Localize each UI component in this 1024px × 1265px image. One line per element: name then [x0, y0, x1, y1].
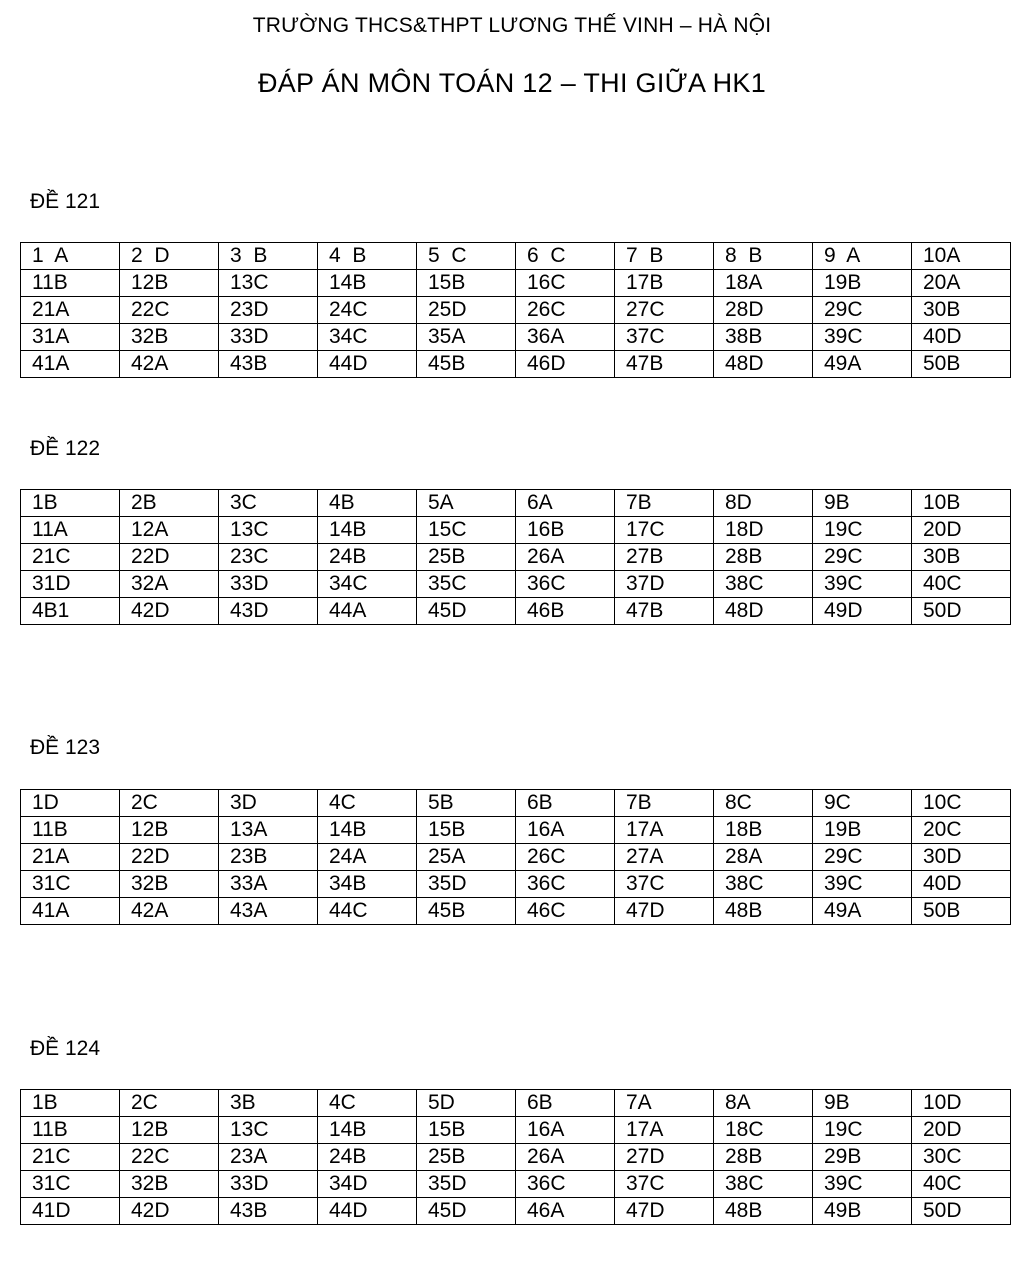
- answer-cell: 3C: [219, 490, 318, 517]
- answer-cell: 31A: [21, 324, 120, 351]
- answer-cell: 39C: [813, 1171, 912, 1198]
- answer-cell: 47D: [615, 1198, 714, 1225]
- answer-cell: 12B: [120, 270, 219, 297]
- answer-cell: 1B: [21, 490, 120, 517]
- answer-cell: 26C: [516, 297, 615, 324]
- answer-cell: 12B: [120, 1117, 219, 1144]
- answer-cell: 31C: [21, 1171, 120, 1198]
- table-row: [21, 324, 1011, 351]
- answer-cell: 3D: [219, 790, 318, 817]
- answer-cell: 8A: [714, 1090, 813, 1117]
- answer-cell: 29B: [813, 1144, 912, 1171]
- answer-cell: 42A: [120, 898, 219, 925]
- answer-cell: 10C: [912, 790, 1011, 817]
- answer-cell: 24B: [318, 544, 417, 571]
- answer-cell: 20D: [912, 517, 1011, 544]
- answer-cell: 35A: [417, 324, 516, 351]
- table-row: [21, 817, 1011, 844]
- answer-cell: 15B: [417, 1117, 516, 1144]
- answer-cell: 26A: [516, 1144, 615, 1171]
- answer-cell: 29C: [813, 844, 912, 871]
- answer-cell: 15B: [417, 817, 516, 844]
- answer-cell: 10B: [912, 490, 1011, 517]
- document-title: ĐÁP ÁN MÔN TOÁN 12 – THI GIỮA HK1: [257, 68, 767, 98]
- answer-cell: 47D: [615, 898, 714, 925]
- answer-cell: 45D: [417, 598, 516, 625]
- answer-cell: 28B: [714, 544, 813, 571]
- exam-code-label: ĐỀ 122: [30, 437, 101, 460]
- answer-table: [20, 1089, 1011, 1225]
- answer-cell: 4 B: [318, 243, 417, 270]
- answer-cell: 7B: [615, 790, 714, 817]
- answer-cell: 24C: [318, 297, 417, 324]
- answer-cell: 19C: [813, 1117, 912, 1144]
- table-row: [21, 1198, 1011, 1225]
- answer-cell: 39C: [813, 571, 912, 598]
- answer-cell: 16A: [516, 1117, 615, 1144]
- answer-cell: 8 B: [714, 243, 813, 270]
- answer-cell: 2B: [120, 490, 219, 517]
- answer-cell: 35D: [417, 871, 516, 898]
- answer-cell: 39C: [813, 871, 912, 898]
- answer-cell: 50B: [912, 351, 1011, 378]
- answer-cell: 11A: [21, 517, 120, 544]
- answer-cell: 49A: [813, 898, 912, 925]
- answer-cell: 23D: [219, 297, 318, 324]
- table-row: [21, 1144, 1011, 1171]
- answer-cell: 50D: [912, 598, 1011, 625]
- school-name: TRƯỜNG THCS&THPT LƯƠNG THẾ VINH – HÀ NỘI: [252, 14, 772, 37]
- answer-cell: 30B: [912, 544, 1011, 571]
- answer-cell: 18B: [714, 817, 813, 844]
- table-row: [21, 1090, 1011, 1117]
- answer-cell: 27A: [615, 844, 714, 871]
- answer-cell: 36A: [516, 324, 615, 351]
- answer-cell: 10A: [912, 243, 1011, 270]
- table-row: [21, 1171, 1011, 1198]
- answer-cell: 4B1: [21, 598, 120, 625]
- answer-cell: 34B: [318, 871, 417, 898]
- answer-cell: 27D: [615, 1144, 714, 1171]
- answer-cell: 32A: [120, 571, 219, 598]
- answer-cell: 38C: [714, 871, 813, 898]
- answer-cell: 12B: [120, 817, 219, 844]
- answer-cell: 13A: [219, 817, 318, 844]
- answer-cell: 19B: [813, 270, 912, 297]
- answer-cell: 18C: [714, 1117, 813, 1144]
- answer-cell: 46A: [516, 1198, 615, 1225]
- answer-cell: 13C: [219, 270, 318, 297]
- answer-cell: 25B: [417, 544, 516, 571]
- answer-cell: 41A: [21, 898, 120, 925]
- answer-cell: 21C: [21, 1144, 120, 1171]
- answer-cell: 16A: [516, 817, 615, 844]
- answer-cell: 40D: [912, 324, 1011, 351]
- answer-cell: 42D: [120, 1198, 219, 1225]
- answer-cell: 21A: [21, 844, 120, 871]
- answer-cell: 17A: [615, 817, 714, 844]
- answer-cell: 5D: [417, 1090, 516, 1117]
- answer-cell: 49A: [813, 351, 912, 378]
- answer-cell: 26A: [516, 544, 615, 571]
- answer-cell: 24B: [318, 1144, 417, 1171]
- answer-cell: 40D: [912, 871, 1011, 898]
- answer-cell: 28D: [714, 297, 813, 324]
- answer-cell: 43B: [219, 1198, 318, 1225]
- table-row: [21, 270, 1011, 297]
- answer-cell: 2C: [120, 1090, 219, 1117]
- answer-cell: 26C: [516, 844, 615, 871]
- answer-cell: 2C: [120, 790, 219, 817]
- answer-cell: 45B: [417, 898, 516, 925]
- answer-cell: 22D: [120, 844, 219, 871]
- answer-cell: 21C: [21, 544, 120, 571]
- answer-cell: 38C: [714, 1171, 813, 1198]
- answer-cell: 5 C: [417, 243, 516, 270]
- table-row: [21, 243, 1011, 270]
- answer-cell: 32B: [120, 324, 219, 351]
- answer-cell: 46C: [516, 898, 615, 925]
- exam-code-label: ĐỀ 121: [30, 190, 101, 213]
- answer-cell: 47B: [615, 598, 714, 625]
- answer-cell: 30D: [912, 844, 1011, 871]
- answer-cell: 42A: [120, 351, 219, 378]
- answer-cell: 3B: [219, 1090, 318, 1117]
- table-row: [21, 544, 1011, 571]
- answer-cell: 9B: [813, 1090, 912, 1117]
- answer-cell: 9C: [813, 790, 912, 817]
- answer-cell: 9B: [813, 490, 912, 517]
- answer-cell: 14B: [318, 517, 417, 544]
- answer-cell: 47B: [615, 351, 714, 378]
- answer-cell: 44D: [318, 1198, 417, 1225]
- answer-cell: 4C: [318, 1090, 417, 1117]
- answer-cell: 40C: [912, 571, 1011, 598]
- table-row: [21, 898, 1011, 925]
- answer-cell: 15B: [417, 270, 516, 297]
- answer-cell: 25B: [417, 1144, 516, 1171]
- answer-table: [20, 242, 1011, 378]
- answer-cell: 36C: [516, 1171, 615, 1198]
- exam-code-label: ĐỀ 123: [30, 736, 101, 759]
- answer-cell: 48B: [714, 1198, 813, 1225]
- answer-cell: 16C: [516, 270, 615, 297]
- answer-cell: 39C: [813, 324, 912, 351]
- table-row: [21, 871, 1011, 898]
- answer-cell: 38C: [714, 571, 813, 598]
- answer-cell: 13C: [219, 517, 318, 544]
- answer-cell: 44A: [318, 598, 417, 625]
- answer-cell: 46B: [516, 598, 615, 625]
- answer-cell: 19C: [813, 517, 912, 544]
- table-row: [21, 844, 1011, 871]
- answer-cell: 35D: [417, 1171, 516, 1198]
- answer-cell: 15C: [417, 517, 516, 544]
- answer-cell: 46D: [516, 351, 615, 378]
- answer-cell: 42D: [120, 598, 219, 625]
- answer-cell: 29C: [813, 297, 912, 324]
- answer-cell: 27C: [615, 297, 714, 324]
- answer-cell: 23B: [219, 844, 318, 871]
- table-row: [21, 351, 1011, 378]
- table-row: [21, 571, 1011, 598]
- answer-cell: 12A: [120, 517, 219, 544]
- answer-cell: 37C: [615, 324, 714, 351]
- answer-cell: 30B: [912, 297, 1011, 324]
- answer-cell: 2 D: [120, 243, 219, 270]
- answer-cell: 50D: [912, 1198, 1011, 1225]
- answer-cell: 18A: [714, 270, 813, 297]
- answer-cell: 1B: [21, 1090, 120, 1117]
- answer-cell: 1 A: [21, 243, 120, 270]
- answer-cell: 25A: [417, 844, 516, 871]
- answer-cell: 28A: [714, 844, 813, 871]
- answer-cell: 30C: [912, 1144, 1011, 1171]
- answer-cell: 1D: [21, 790, 120, 817]
- answer-cell: 48D: [714, 598, 813, 625]
- answer-cell: 4B: [318, 490, 417, 517]
- answer-cell: 7A: [615, 1090, 714, 1117]
- answer-cell: 29C: [813, 544, 912, 571]
- answer-cell: 28B: [714, 1144, 813, 1171]
- answer-cell: 40C: [912, 1171, 1011, 1198]
- answer-cell: 50B: [912, 898, 1011, 925]
- answer-cell: 34C: [318, 324, 417, 351]
- answer-cell: 6B: [516, 790, 615, 817]
- answer-cell: 35C: [417, 571, 516, 598]
- answer-cell: 36C: [516, 571, 615, 598]
- answer-cell: 20C: [912, 817, 1011, 844]
- answer-cell: 44D: [318, 351, 417, 378]
- answer-cell: 34D: [318, 1171, 417, 1198]
- answer-cell: 45B: [417, 351, 516, 378]
- answer-cell: 33D: [219, 571, 318, 598]
- table-row: [21, 517, 1011, 544]
- answer-cell: 49D: [813, 598, 912, 625]
- answer-cell: 38B: [714, 324, 813, 351]
- answer-cell: 16B: [516, 517, 615, 544]
- exam-code-label: ĐỀ 124: [30, 1037, 101, 1060]
- answer-cell: 10D: [912, 1090, 1011, 1117]
- answer-cell: 37C: [615, 871, 714, 898]
- answer-cell: 32B: [120, 1171, 219, 1198]
- answer-cell: 22C: [120, 297, 219, 324]
- answer-cell: 8C: [714, 790, 813, 817]
- answer-cell: 43D: [219, 598, 318, 625]
- answer-cell: 31C: [21, 871, 120, 898]
- answer-cell: 37C: [615, 1171, 714, 1198]
- answer-cell: 6A: [516, 490, 615, 517]
- answer-cell: 19B: [813, 817, 912, 844]
- answer-cell: 41D: [21, 1198, 120, 1225]
- answer-cell: 20D: [912, 1117, 1011, 1144]
- answer-table: [20, 489, 1011, 625]
- answer-cell: 14B: [318, 270, 417, 297]
- answer-cell: 18D: [714, 517, 813, 544]
- answer-cell: 33A: [219, 871, 318, 898]
- answer-cell: 33D: [219, 324, 318, 351]
- answer-cell: 22C: [120, 1144, 219, 1171]
- answer-cell: 49B: [813, 1198, 912, 1225]
- answer-cell: 44C: [318, 898, 417, 925]
- answer-cell: 20A: [912, 270, 1011, 297]
- answer-cell: 33D: [219, 1171, 318, 1198]
- table-row: [21, 790, 1011, 817]
- answer-cell: 22D: [120, 544, 219, 571]
- answer-cell: 23C: [219, 544, 318, 571]
- answer-cell: 48D: [714, 351, 813, 378]
- answer-cell: 48B: [714, 898, 813, 925]
- answer-cell: 27B: [615, 544, 714, 571]
- answer-cell: 5B: [417, 790, 516, 817]
- table-row: [21, 490, 1011, 517]
- table-row: [21, 598, 1011, 625]
- answer-cell: 24A: [318, 844, 417, 871]
- answer-cell: 41A: [21, 351, 120, 378]
- table-row: [21, 297, 1011, 324]
- answer-cell: 7B: [615, 490, 714, 517]
- answer-cell: 6 C: [516, 243, 615, 270]
- answer-cell: 23A: [219, 1144, 318, 1171]
- answer-cell: 6B: [516, 1090, 615, 1117]
- answer-cell: 43B: [219, 351, 318, 378]
- answer-cell: 3 B: [219, 243, 318, 270]
- answer-cell: 9 A: [813, 243, 912, 270]
- answer-cell: 43A: [219, 898, 318, 925]
- answer-cell: 34C: [318, 571, 417, 598]
- answer-cell: 17C: [615, 517, 714, 544]
- answer-cell: 25D: [417, 297, 516, 324]
- answer-cell: 31D: [21, 571, 120, 598]
- answer-cell: 45D: [417, 1198, 516, 1225]
- answer-cell: 4C: [318, 790, 417, 817]
- answer-table: [20, 789, 1011, 925]
- answer-cell: 11B: [21, 1117, 120, 1144]
- answer-cell: 7 B: [615, 243, 714, 270]
- answer-cell: 37D: [615, 571, 714, 598]
- answer-cell: 14B: [318, 1117, 417, 1144]
- answer-cell: 11B: [21, 817, 120, 844]
- answer-cell: 14B: [318, 817, 417, 844]
- answer-cell: 8D: [714, 490, 813, 517]
- table-row: [21, 1117, 1011, 1144]
- answer-cell: 21A: [21, 297, 120, 324]
- answer-cell: 32B: [120, 871, 219, 898]
- answer-cell: 13C: [219, 1117, 318, 1144]
- answer-cell: 17B: [615, 270, 714, 297]
- answer-cell: 36C: [516, 871, 615, 898]
- answer-cell: 17A: [615, 1117, 714, 1144]
- answer-cell: 11B: [21, 270, 120, 297]
- answer-cell: 5A: [417, 490, 516, 517]
